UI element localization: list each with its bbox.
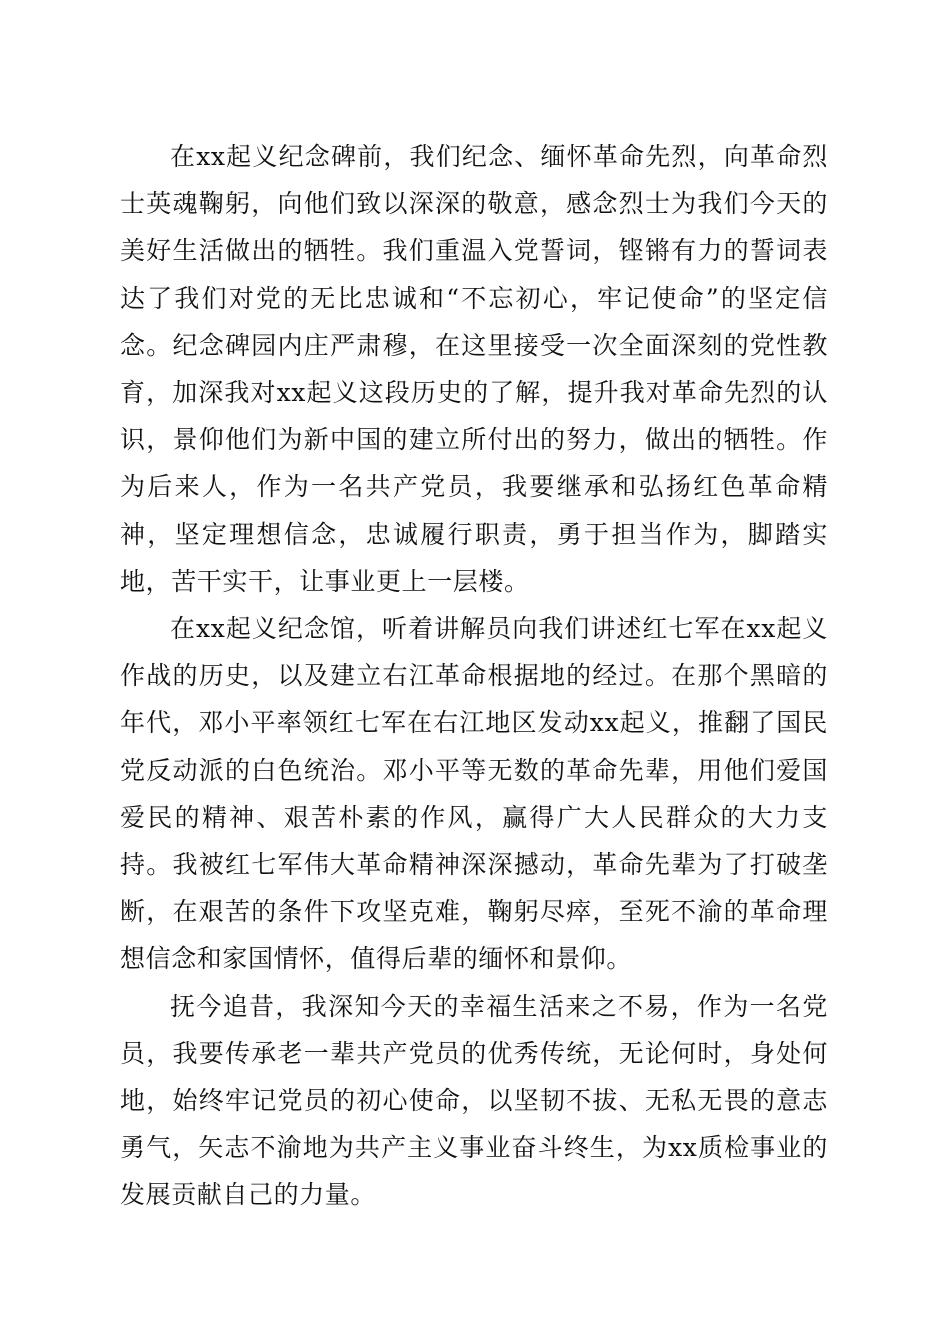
paragraph-1: 在xx起义纪念碑前，我们纪念、缅怀革命先烈，向革命烈士英魂鞠躬，向他们致以深深的敬意，感念烈士为我们今天的美好生活做出的牺牲。我们重温入党誓词，铿锵有力的誓词表达了我们对党的无比忠诚和“不忘初心，牢记使命”的坚定信念。纪念碑园内庄严肃穆，在这里接受一次全面深刻的党性教育，加深我对xx起义这段历史的了解，提升我对革命先烈的认识，景仰他们为新中国的建立所付出的努力，做出的牺牲。作为后来人，作为一名共产党员，我要继承和弘扬红色革命精神，坚定理想信念，忠诚履行职责，勇于担当作为，脚踏实地，苦干实干，让事业更上一层楼。 [120,142,828,596]
document-body [120,133,828,1219]
paragraph-2: 在xx起义纪念馆，听着讲解员向我们讲述红七军在xx起义作战的历史，以及建立右江革命根据地的经过。在那个黑暗的年代，邓小平率领红七军在右江地区发动xx起义，推翻了国民党反动派的白色统治。邓小平等无数的革命先辈，用他们爱国爱民的精神、艰苦朴素的作风，赢得广大人民群众的大力支持。我被红七军伟大革命精神深深撼动，革命先辈为了打破垄断，在艰苦的条件下攻坚克难，鞠躬尽瘁，至死不渝的革命理想信念和家国情怀，值得后辈的缅怀和景仰。 [120,614,828,974]
paragraph-3: 抚今追昔，我深知今天的幸福生活来之不易，作为一名党员，我要传承老一辈共产党员的优秀传统，无论何时，身处何地，始终牢记党员的初心使命，以坚韧不拔、无私无畏的意志勇气，矢志不渝地为共产主义事业奋斗终生，为xx质检事业的发展贡献自己的力量。 [120,991,828,1210]
